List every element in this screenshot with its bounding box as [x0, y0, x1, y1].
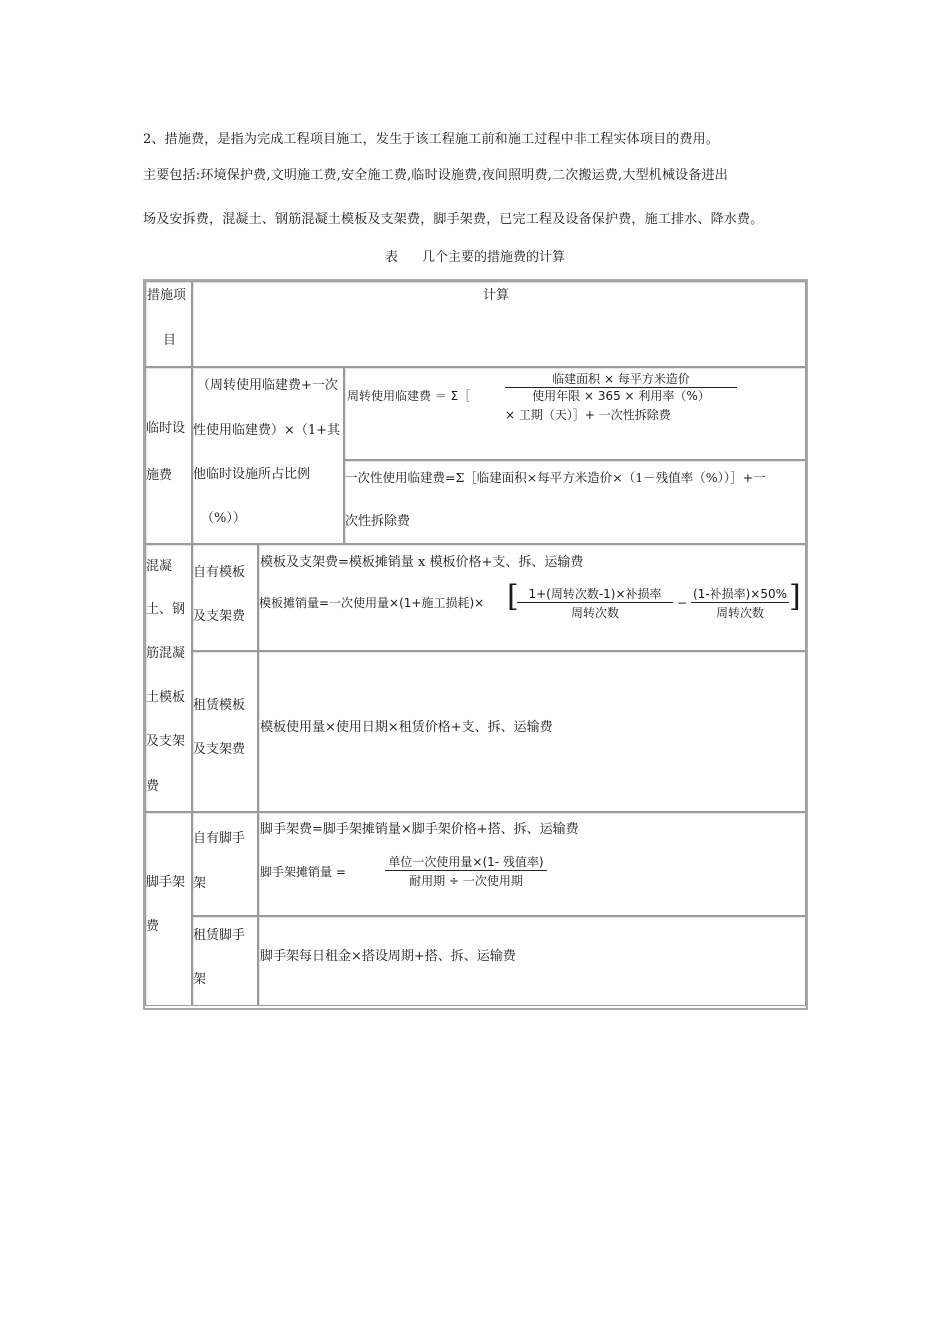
temp-facility-formula2-line2: 次性拆除费	[345, 514, 411, 529]
formwork-rented-label-line2: 及支架费	[193, 742, 246, 757]
scaffold-owned-formula-cell	[258, 812, 806, 916]
scaffold-name-line2: 费	[146, 919, 160, 934]
header-calc-label: 计算	[483, 288, 510, 303]
temp-facility-formula1-cell	[344, 367, 806, 460]
formwork-owned-formula-line1: 模板及支架费=模板摊销量 x 模板价格+支、拆、运输费	[260, 555, 584, 570]
header-item-line1: 措施项	[147, 288, 187, 303]
formwork-bracket-left: [	[507, 579, 519, 614]
intro-line-1: 2、措施费，是指为完成工程项目施工，发生于该工程施工前和施工过程中非工程实体项目的费用。	[143, 132, 720, 147]
header-item-cell	[145, 281, 192, 367]
formwork-name-line5: 及支架	[146, 734, 186, 749]
formwork-owned-formula-cell	[258, 544, 806, 651]
temp-facility-name-line2: 施费	[146, 468, 173, 483]
scaffold-rented-label-line2: 架	[193, 972, 207, 987]
formwork-owned-formula2-num2: (1-补损率)×50%	[692, 587, 788, 601]
intro-line-2: 主要包括:环境保护费,文明施工费,安全施工费,临时设施费,夜间照明费,二次搬运费,大型机械设备进出	[143, 168, 728, 183]
scaffold-owned-label-line2: 架	[193, 876, 207, 891]
formwork-rented-formula-cell	[258, 651, 806, 812]
formwork-owned-formula2-den1: 周转次数	[570, 606, 619, 620]
temp-facility-name-cell	[145, 367, 192, 544]
temp-facility-desc-line3: 他临时设施所占比例	[193, 467, 311, 482]
scaffold-name-line1: 脚手架	[146, 875, 186, 890]
formwork-name-line3: 筋混凝	[146, 646, 186, 661]
scaffold-owned-formula2-den: 耐用期 ÷ 一次使用期	[409, 874, 523, 888]
formwork-name-line1: 混凝	[146, 559, 173, 574]
temp-facility-desc-line4: （%））	[201, 511, 246, 526]
formwork-rented-label-cell	[192, 651, 258, 812]
formwork-name-line4: 土模板	[146, 690, 186, 705]
scaffold-owned-formula-line1: 脚手架费=脚手架摊销量×脚手架价格+搭、拆、运输费	[260, 822, 579, 837]
table-caption	[0, 246, 950, 265]
formwork-owned-label-cell	[192, 544, 258, 651]
formwork-name-line2: 土、钢	[146, 602, 186, 617]
temp-facility-desc-line1: （周转使用临建费+一次	[197, 378, 338, 393]
scaffold-owned-formula2-num: 单位一次使用量×(1- 残值率)	[385, 854, 547, 871]
scaffold-owned-label-cell	[192, 812, 258, 916]
formwork-name-line6: 费	[146, 779, 160, 794]
scaffold-owned-label-line1: 自有脚手	[193, 831, 246, 846]
scaffold-rented-formula-cell	[258, 916, 806, 1006]
temp-facility-formula1-den: 使用年限 × 365 × 利用率（%）	[532, 389, 710, 403]
formwork-owned-label-line1: 自有模板	[193, 565, 246, 580]
temp-facility-formula1-num: 临建面积 × 每平方米造价	[505, 372, 737, 388]
formwork-rented-label-line1: 租赁模板	[193, 698, 246, 713]
temp-facility-name-line1: 临时设	[146, 421, 186, 436]
header-calc-cell	[192, 281, 806, 367]
intro-line-3: 场及安拆费，混凝土、钢筋混凝土模板及支架费，脚手架费，已完工程及设备保护费，施工排水、降水费。	[143, 212, 764, 227]
temp-facility-desc-line2: 性使用临建费）×（1+其	[193, 423, 341, 438]
temp-facility-formula2-cell	[344, 460, 806, 544]
scaffold-rented-formula: 脚手架每日租金×搭设周期+搭、拆、运输费	[260, 949, 516, 964]
formwork-owned-label-line2: 及支架费	[193, 609, 246, 624]
formwork-name-cell	[145, 544, 192, 812]
formwork-bracket-right: ]	[789, 579, 801, 614]
table-caption-prefix: 表	[384, 250, 398, 265]
scaffold-rented-label-cell	[192, 916, 258, 1006]
temp-facility-formula1-tail: × 工期（天）］+ 一次性拆除费	[505, 408, 671, 422]
scaffold-rented-label-line1: 租赁脚手	[193, 928, 246, 943]
temp-facility-formula2-line1: 一次性使用临建费=Σ［临建面积×每平方米造价×（1－残值率（%））］+一	[345, 470, 766, 485]
temp-facility-desc-cell	[192, 367, 344, 544]
scaffold-owned-formula2-lhs: 脚手架摊销量 =	[260, 865, 346, 879]
formwork-rented-formula: 模板使用量×使用日期×租赁价格+支、拆、运输费	[260, 720, 553, 735]
formwork-owned-formula2-minus: −	[677, 596, 688, 610]
formwork-owned-formula2-lhs: 模板摊销量=一次使用量×(1+施工损耗)×	[259, 596, 485, 610]
formwork-owned-formula2-den2: 周转次数	[715, 606, 764, 620]
scaffold-name-cell	[145, 812, 192, 1006]
temp-facility-formula1-lhs: 周转使用临建费 ＝ Σ［	[347, 389, 471, 403]
table-caption-title: 几个主要的措施费的计算	[422, 250, 566, 265]
header-item-line2: 目	[163, 333, 177, 348]
formwork-owned-formula2-num1: 1+(周转次数-1)×补损率	[517, 586, 673, 603]
